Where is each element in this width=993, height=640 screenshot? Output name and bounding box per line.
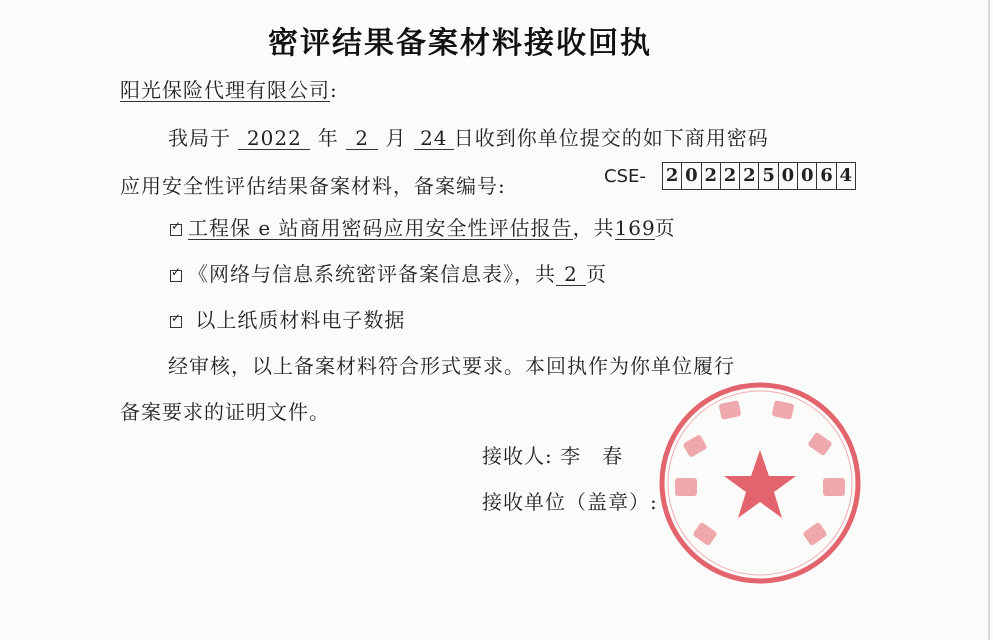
- filing-number-digit: 0: [779, 163, 798, 189]
- filing-number-digit: 0: [798, 163, 817, 189]
- received-suffix: 日收到你单位提交的如下商用密码: [453, 126, 769, 150]
- recipient-colon: :: [330, 78, 338, 102]
- received-prefix: 我局于: [168, 126, 231, 150]
- filing-number-digit: 2: [740, 163, 759, 189]
- received-year: 2022: [238, 127, 310, 150]
- filing-number-digit: 5: [759, 163, 778, 189]
- page-edge-divider: [988, 0, 990, 640]
- received-month-unit: 月: [385, 126, 407, 150]
- received-month: 2: [346, 127, 378, 150]
- conclusion-line-2: 备案要求的证明文件。: [120, 400, 330, 424]
- filing-number-digit: 0: [682, 163, 701, 189]
- received-day: 24: [414, 127, 454, 150]
- document-title: 密评结果备案材料接收回执: [268, 26, 652, 61]
- received-year-unit: 年: [317, 126, 339, 150]
- receiver-label: 接收人:: [482, 444, 553, 468]
- recipient-line: [120, 78, 338, 102]
- filing-number-digit: 6: [817, 163, 836, 189]
- conclusion-line-1: 经审核，以上备案材料符合形式要求。本回执作为你单位履行: [168, 354, 735, 378]
- item-mid: ，共: [514, 262, 556, 286]
- checkbox-checked-icon: [170, 224, 182, 236]
- filing-number-digit: 2: [702, 163, 721, 189]
- filing-number-boxes: [662, 162, 856, 190]
- item-unit: 页: [654, 216, 676, 240]
- item-row: [170, 304, 405, 333]
- item-name: 以上纸质材料电子数据: [195, 308, 406, 332]
- item-row: [170, 212, 676, 241]
- item-pages: 2: [556, 263, 586, 286]
- official-seal-stamp-icon: [655, 378, 865, 588]
- item-mid: ，共: [572, 216, 615, 240]
- item-name: 工程保 e 站商用密码应用安全性评估报告: [188, 216, 573, 240]
- receiving-unit-label: 接收单位（盖章）:: [482, 490, 658, 514]
- checkbox-checked-icon: [170, 270, 182, 282]
- item-row: [170, 258, 607, 287]
- checkbox-checked-icon: [170, 316, 182, 328]
- filing-line-text: 应用安全性评估结果备案材料，备案编号:: [120, 174, 506, 198]
- filing-prefix: CSE-: [604, 166, 646, 187]
- receiver-name: 李 春: [560, 444, 624, 468]
- recipient-name: 阳光保险代理有限公司: [120, 78, 330, 102]
- filing-number-digit: 2: [663, 163, 682, 189]
- item-pages: 169: [614, 216, 656, 240]
- item-unit: 页: [586, 262, 607, 286]
- receiver-line: [482, 440, 623, 469]
- filing-number-digit: 4: [839, 165, 853, 186]
- received-line: [168, 122, 769, 151]
- item-name: 《网络与信息系统密评备案信息表》: [188, 262, 514, 286]
- filing-number-digit: 2: [721, 163, 740, 189]
